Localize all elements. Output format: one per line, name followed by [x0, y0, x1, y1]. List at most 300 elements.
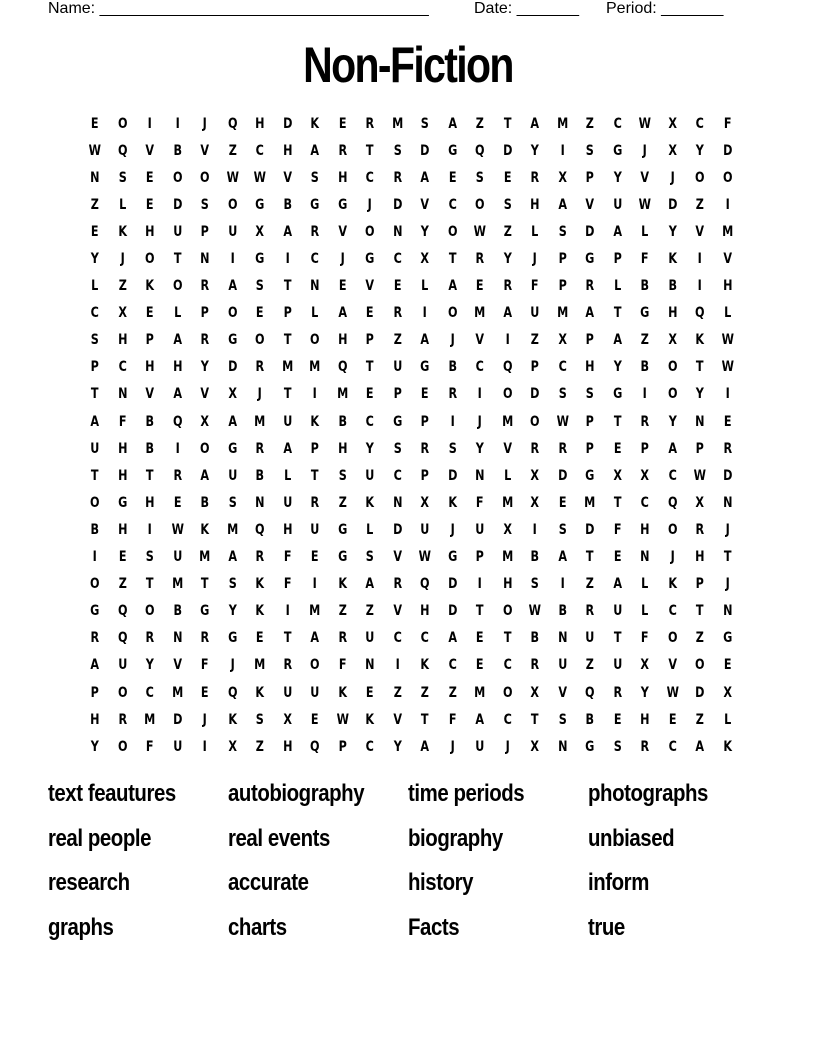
grid-letter[interactable]: F: [475, 494, 484, 511]
grid-letter[interactable]: E: [613, 549, 622, 566]
grid-letter[interactable]: Z: [393, 332, 402, 349]
grid-letter[interactable]: N: [392, 223, 402, 240]
grid-letter[interactable]: D: [227, 359, 237, 376]
grid-letter[interactable]: G: [227, 332, 237, 349]
grid-letter[interactable]: N: [117, 386, 127, 403]
grid-letter[interactable]: M: [171, 576, 183, 593]
grid-letter[interactable]: Y: [503, 251, 512, 268]
grid-letter[interactable]: Q: [254, 521, 265, 538]
grid-letter[interactable]: G: [310, 196, 320, 213]
grid-letter[interactable]: X: [695, 494, 705, 511]
grid-letter[interactable]: O: [667, 386, 678, 403]
grid-letter[interactable]: Y: [393, 738, 402, 755]
grid-letter[interactable]: Q: [117, 142, 128, 159]
grid-letter[interactable]: X: [667, 332, 677, 349]
grid-letter[interactable]: X: [667, 142, 677, 159]
grid-letter[interactable]: S: [585, 386, 594, 403]
grid-letter[interactable]: O: [117, 738, 128, 755]
grid-letter[interactable]: U: [282, 494, 292, 511]
grid-letter[interactable]: J: [202, 711, 207, 728]
grid-letter[interactable]: G: [337, 549, 347, 566]
grid-letter[interactable]: A: [502, 305, 512, 322]
grid-letter[interactable]: L: [118, 196, 126, 213]
grid-letter[interactable]: M: [199, 549, 211, 566]
grid-letter[interactable]: E: [475, 278, 484, 295]
grid-letter[interactable]: P: [695, 576, 704, 593]
grid-letter[interactable]: L: [366, 521, 374, 538]
grid-letter[interactable]: T: [503, 630, 512, 647]
grid-letter[interactable]: B: [282, 196, 292, 213]
grid-letter[interactable]: R: [475, 251, 485, 268]
grid-letter[interactable]: T: [613, 630, 622, 647]
grid-letter[interactable]: H: [117, 467, 127, 484]
grid-letter[interactable]: F: [145, 738, 154, 755]
grid-letter[interactable]: H: [337, 440, 347, 457]
grid-letter[interactable]: R: [530, 440, 540, 457]
grid-letter[interactable]: Y: [90, 738, 99, 755]
grid-letter[interactable]: A: [172, 332, 182, 349]
grid-letter[interactable]: S: [448, 440, 457, 457]
grid-letter[interactable]: S: [503, 196, 512, 213]
grid-letter[interactable]: F: [118, 413, 127, 430]
grid-letter[interactable]: N: [695, 413, 705, 430]
grid-letter[interactable]: G: [337, 521, 347, 538]
grid-letter[interactable]: H: [337, 332, 347, 349]
grid-letter[interactable]: O: [309, 332, 320, 349]
grid-letter[interactable]: G: [365, 251, 375, 268]
grid-letter[interactable]: M: [556, 305, 568, 322]
grid-letter[interactable]: Y: [90, 251, 99, 268]
grid-letter[interactable]: W: [253, 169, 266, 186]
grid-letter[interactable]: G: [585, 467, 595, 484]
grid-letter[interactable]: Z: [585, 657, 594, 674]
grid-letter[interactable]: B: [90, 521, 100, 538]
grid-letter[interactable]: W: [693, 467, 706, 484]
grid-letter[interactable]: V: [282, 169, 292, 186]
grid-letter[interactable]: A: [667, 440, 677, 457]
grid-letter[interactable]: K: [447, 494, 457, 511]
grid-letter[interactable]: C: [668, 603, 677, 620]
grid-letter[interactable]: Y: [228, 603, 237, 620]
grid-letter[interactable]: C: [90, 305, 99, 322]
grid-letter[interactable]: N: [365, 657, 375, 674]
grid-letter[interactable]: R: [310, 223, 320, 240]
grid-letter[interactable]: Y: [145, 657, 154, 674]
grid-letter[interactable]: U: [530, 305, 540, 322]
grid-letter[interactable]: C: [365, 169, 374, 186]
grid-letter[interactable]: G: [640, 305, 650, 322]
grid-letter[interactable]: Y: [695, 142, 704, 159]
grid-letter[interactable]: S: [145, 549, 154, 566]
grid-letter[interactable]: K: [722, 738, 732, 755]
grid-letter[interactable]: Z: [228, 142, 237, 159]
grid-letter[interactable]: N: [310, 278, 320, 295]
grid-letter[interactable]: W: [88, 142, 101, 159]
grid-letter[interactable]: V: [502, 440, 512, 457]
grid-letter[interactable]: Z: [90, 196, 99, 213]
grid-letter[interactable]: A: [612, 576, 622, 593]
grid-letter[interactable]: H: [117, 332, 127, 349]
grid-letter[interactable]: E: [310, 711, 319, 728]
grid-letter[interactable]: C: [145, 684, 154, 701]
grid-letter[interactable]: O: [474, 196, 485, 213]
grid-letter[interactable]: E: [365, 305, 374, 322]
grid-letter[interactable]: I: [395, 657, 400, 674]
grid-letter[interactable]: J: [532, 251, 537, 268]
grid-letter[interactable]: A: [90, 657, 100, 674]
grid-letter[interactable]: W: [556, 413, 569, 430]
grid-letter[interactable]: E: [255, 630, 264, 647]
grid-letter[interactable]: I: [175, 115, 180, 132]
grid-letter[interactable]: A: [310, 142, 320, 159]
grid-letter[interactable]: Y: [420, 223, 429, 240]
grid-letter[interactable]: X: [640, 467, 650, 484]
grid-letter[interactable]: D: [282, 115, 292, 132]
grid-letter[interactable]: P: [558, 278, 567, 295]
grid-letter[interactable]: D: [392, 196, 402, 213]
grid-letter[interactable]: A: [612, 223, 622, 240]
grid-letter[interactable]: Z: [695, 711, 704, 728]
grid-letter[interactable]: S: [200, 196, 209, 213]
grid-letter[interactable]: I: [697, 278, 702, 295]
grid-letter[interactable]: H: [722, 278, 732, 295]
grid-letter[interactable]: O: [694, 169, 705, 186]
grid-letter[interactable]: V: [695, 223, 705, 240]
grid-letter[interactable]: S: [310, 169, 319, 186]
grid-letter[interactable]: X: [557, 332, 567, 349]
grid-letter[interactable]: C: [640, 494, 649, 511]
grid-letter[interactable]: J: [202, 115, 207, 132]
grid-letter[interactable]: R: [145, 630, 155, 647]
grid-letter[interactable]: T: [365, 359, 374, 376]
grid-letter[interactable]: B: [337, 413, 347, 430]
grid-letter[interactable]: T: [283, 278, 292, 295]
grid-letter[interactable]: T: [145, 467, 154, 484]
grid-letter[interactable]: S: [585, 142, 594, 159]
grid-letter[interactable]: O: [667, 630, 678, 647]
grid-letter[interactable]: Q: [117, 630, 128, 647]
grid-letter[interactable]: R: [255, 549, 265, 566]
grid-letter[interactable]: Q: [227, 115, 238, 132]
grid-letter[interactable]: V: [337, 223, 347, 240]
grid-letter[interactable]: S: [228, 494, 237, 511]
grid-letter[interactable]: E: [310, 549, 319, 566]
grid-letter[interactable]: U: [365, 630, 375, 647]
grid-letter[interactable]: M: [556, 115, 568, 132]
grid-letter[interactable]: G: [90, 603, 100, 620]
grid-letter[interactable]: S: [255, 711, 264, 728]
grid-letter[interactable]: X: [557, 169, 567, 186]
grid-letter[interactable]: I: [532, 521, 537, 538]
grid-letter[interactable]: Y: [668, 223, 677, 240]
grid-letter[interactable]: I: [147, 115, 152, 132]
grid-letter[interactable]: R: [392, 169, 402, 186]
grid-letter[interactable]: E: [338, 278, 347, 295]
grid-letter[interactable]: K: [337, 684, 347, 701]
grid-letter[interactable]: E: [503, 169, 512, 186]
grid-letter[interactable]: R: [365, 115, 375, 132]
grid-letter[interactable]: T: [585, 549, 594, 566]
grid-letter[interactable]: O: [502, 684, 513, 701]
grid-letter[interactable]: P: [310, 440, 319, 457]
grid-letter[interactable]: D: [530, 386, 540, 403]
grid-letter[interactable]: E: [118, 549, 127, 566]
grid-letter[interactable]: R: [200, 332, 210, 349]
grid-letter[interactable]: Z: [338, 494, 347, 511]
grid-letter[interactable]: W: [638, 115, 651, 132]
grid-letter[interactable]: X: [420, 251, 430, 268]
grid-letter[interactable]: X: [200, 413, 210, 430]
grid-letter[interactable]: O: [89, 576, 100, 593]
grid-letter[interactable]: L: [173, 305, 181, 322]
grid-letter[interactable]: D: [420, 142, 430, 159]
grid-letter[interactable]: M: [254, 413, 266, 430]
grid-letter[interactable]: U: [172, 738, 182, 755]
grid-letter[interactable]: A: [530, 115, 540, 132]
grid-letter[interactable]: I: [230, 251, 235, 268]
grid-letter[interactable]: H: [337, 169, 347, 186]
grid-letter[interactable]: R: [200, 278, 210, 295]
grid-letter[interactable]: E: [448, 169, 457, 186]
grid-letter[interactable]: A: [200, 467, 210, 484]
grid-letter[interactable]: O: [502, 386, 513, 403]
grid-letter[interactable]: Q: [172, 413, 183, 430]
grid-letter[interactable]: T: [530, 711, 539, 728]
grid-letter[interactable]: I: [477, 386, 482, 403]
grid-letter[interactable]: R: [695, 521, 705, 538]
grid-letter[interactable]: I: [725, 386, 730, 403]
grid-letter[interactable]: C: [503, 657, 512, 674]
grid-letter[interactable]: W: [226, 169, 239, 186]
grid-letter[interactable]: T: [200, 576, 209, 593]
grid-letter[interactable]: K: [145, 278, 155, 295]
grid-letter[interactable]: U: [585, 630, 595, 647]
grid-letter[interactable]: I: [202, 738, 207, 755]
grid-letter[interactable]: L: [311, 305, 319, 322]
grid-letter[interactable]: D: [172, 196, 182, 213]
grid-letter[interactable]: P: [145, 332, 154, 349]
grid-letter[interactable]: O: [447, 305, 458, 322]
grid-letter[interactable]: C: [503, 711, 512, 728]
grid-letter[interactable]: P: [200, 223, 209, 240]
grid-letter[interactable]: V: [475, 332, 485, 349]
grid-letter[interactable]: R: [90, 630, 100, 647]
grid-letter[interactable]: C: [558, 359, 567, 376]
grid-letter[interactable]: H: [282, 738, 292, 755]
grid-letter[interactable]: T: [448, 251, 457, 268]
grid-letter[interactable]: M: [501, 494, 513, 511]
grid-letter[interactable]: X: [722, 684, 732, 701]
grid-letter[interactable]: O: [199, 169, 210, 186]
grid-letter[interactable]: C: [365, 413, 374, 430]
grid-letter[interactable]: N: [557, 738, 567, 755]
grid-letter[interactable]: L: [503, 467, 511, 484]
grid-letter[interactable]: Z: [420, 684, 429, 701]
grid-letter[interactable]: U: [420, 521, 430, 538]
grid-letter[interactable]: R: [722, 440, 732, 457]
grid-letter[interactable]: G: [227, 440, 237, 457]
grid-letter[interactable]: Z: [338, 603, 347, 620]
grid-letter[interactable]: W: [528, 603, 541, 620]
grid-letter[interactable]: A: [310, 630, 320, 647]
grid-letter[interactable]: S: [393, 142, 402, 159]
grid-letter[interactable]: J: [367, 196, 372, 213]
grid-letter[interactable]: V: [172, 657, 182, 674]
grid-letter[interactable]: P: [90, 684, 99, 701]
grid-letter[interactable]: A: [557, 549, 567, 566]
grid-letter[interactable]: R: [530, 657, 540, 674]
grid-letter[interactable]: V: [640, 169, 650, 186]
grid-letter[interactable]: O: [227, 196, 238, 213]
grid-letter[interactable]: K: [255, 576, 265, 593]
grid-letter[interactable]: Y: [695, 386, 704, 403]
grid-letter[interactable]: F: [613, 521, 622, 538]
grid-letter[interactable]: W: [336, 711, 349, 728]
grid-letter[interactable]: R: [585, 278, 595, 295]
grid-letter[interactable]: S: [558, 386, 567, 403]
grid-letter[interactable]: B: [530, 549, 540, 566]
grid-letter[interactable]: L: [641, 576, 649, 593]
grid-letter[interactable]: D: [447, 467, 457, 484]
grid-letter[interactable]: R: [337, 142, 347, 159]
grid-letter[interactable]: A: [227, 413, 237, 430]
grid-letter[interactable]: A: [447, 278, 457, 295]
grid-letter[interactable]: G: [585, 738, 595, 755]
grid-letter[interactable]: U: [282, 684, 292, 701]
grid-letter[interactable]: T: [503, 115, 512, 132]
grid-letter[interactable]: I: [285, 251, 290, 268]
grid-letter[interactable]: H: [90, 711, 100, 728]
grid-letter[interactable]: R: [392, 576, 402, 593]
grid-letter[interactable]: B: [640, 359, 650, 376]
grid-letter[interactable]: W: [638, 196, 651, 213]
grid-letter[interactable]: B: [557, 603, 567, 620]
grid-letter[interactable]: M: [501, 413, 513, 430]
grid-letter[interactable]: X: [117, 305, 127, 322]
grid-letter[interactable]: P: [640, 440, 649, 457]
grid-letter[interactable]: P: [283, 305, 292, 322]
grid-letter[interactable]: S: [118, 169, 127, 186]
grid-letter[interactable]: L: [723, 305, 731, 322]
grid-letter[interactable]: H: [145, 494, 155, 511]
grid-letter[interactable]: T: [283, 386, 292, 403]
grid-letter[interactable]: U: [475, 738, 485, 755]
grid-letter[interactable]: K: [310, 115, 320, 132]
grid-letter[interactable]: E: [145, 305, 154, 322]
grid-letter[interactable]: X: [530, 494, 540, 511]
grid-letter[interactable]: S: [228, 576, 237, 593]
grid-letter[interactable]: K: [420, 657, 430, 674]
grid-letter[interactable]: R: [172, 467, 182, 484]
grid-letter[interactable]: R: [557, 440, 567, 457]
grid-letter[interactable]: A: [420, 332, 430, 349]
grid-letter[interactable]: X: [227, 738, 237, 755]
grid-letter[interactable]: H: [585, 359, 595, 376]
grid-letter[interactable]: O: [227, 305, 238, 322]
grid-letter[interactable]: Y: [640, 684, 649, 701]
grid-letter[interactable]: A: [612, 332, 622, 349]
grid-letter[interactable]: J: [505, 738, 510, 755]
grid-letter[interactable]: C: [365, 738, 374, 755]
grid-letter[interactable]: O: [309, 657, 320, 674]
grid-letter[interactable]: R: [255, 440, 265, 457]
grid-letter[interactable]: I: [285, 603, 290, 620]
grid-letter[interactable]: E: [365, 684, 374, 701]
grid-letter[interactable]: B: [145, 440, 155, 457]
grid-letter[interactable]: J: [257, 386, 262, 403]
grid-letter[interactable]: A: [420, 738, 430, 755]
grid-letter[interactable]: I: [697, 251, 702, 268]
grid-letter[interactable]: P: [558, 251, 567, 268]
grid-letter[interactable]: C: [118, 359, 127, 376]
grid-letter[interactable]: H: [282, 142, 292, 159]
grid-letter[interactable]: Y: [475, 440, 484, 457]
grid-letter[interactable]: U: [612, 196, 622, 213]
grid-letter[interactable]: F: [723, 115, 732, 132]
grid-letter[interactable]: Q: [584, 684, 595, 701]
grid-letter[interactable]: E: [393, 278, 402, 295]
grid-letter[interactable]: I: [92, 549, 97, 566]
grid-letter[interactable]: U: [475, 521, 485, 538]
grid-letter[interactable]: D: [722, 467, 732, 484]
grid-letter[interactable]: D: [172, 711, 182, 728]
grid-letter[interactable]: E: [475, 630, 484, 647]
grid-letter[interactable]: Q: [474, 142, 485, 159]
grid-letter[interactable]: W: [721, 359, 734, 376]
grid-letter[interactable]: T: [613, 305, 622, 322]
grid-letter[interactable]: O: [447, 223, 458, 240]
grid-letter[interactable]: G: [585, 251, 595, 268]
grid-letter[interactable]: Z: [530, 332, 539, 349]
grid-letter[interactable]: Z: [695, 196, 704, 213]
grid-letter[interactable]: V: [365, 278, 375, 295]
grid-letter[interactable]: N: [392, 494, 402, 511]
grid-letter[interactable]: S: [558, 711, 567, 728]
grid-letter[interactable]: P: [585, 169, 594, 186]
grid-letter[interactable]: P: [90, 359, 99, 376]
grid-letter[interactable]: C: [668, 738, 677, 755]
grid-letter[interactable]: I: [725, 196, 730, 213]
grid-letter[interactable]: M: [474, 684, 486, 701]
grid-letter[interactable]: C: [393, 467, 402, 484]
grid-letter[interactable]: K: [695, 332, 705, 349]
grid-letter[interactable]: Y: [365, 440, 374, 457]
grid-letter[interactable]: T: [695, 603, 704, 620]
grid-letter[interactable]: D: [585, 521, 595, 538]
grid-letter[interactable]: W: [721, 332, 734, 349]
grid-letter[interactable]: N: [475, 467, 485, 484]
grid-letter[interactable]: P: [393, 386, 402, 403]
grid-letter[interactable]: Y: [668, 413, 677, 430]
grid-letter[interactable]: G: [255, 251, 265, 268]
grid-letter[interactable]: G: [200, 603, 210, 620]
grid-letter[interactable]: P: [585, 440, 594, 457]
grid-letter[interactable]: S: [420, 115, 429, 132]
grid-letter[interactable]: X: [255, 223, 265, 240]
grid-letter[interactable]: C: [420, 630, 429, 647]
grid-letter[interactable]: D: [447, 603, 457, 620]
grid-letter[interactable]: E: [420, 386, 429, 403]
grid-letter[interactable]: B: [667, 278, 677, 295]
grid-letter[interactable]: Q: [419, 576, 430, 593]
grid-letter[interactable]: E: [558, 494, 567, 511]
grid-letter[interactable]: X: [502, 521, 512, 538]
grid-letter[interactable]: T: [475, 603, 484, 620]
grid-letter[interactable]: F: [448, 711, 457, 728]
grid-letter[interactable]: B: [145, 413, 155, 430]
grid-letter[interactable]: N: [90, 169, 100, 186]
grid-letter[interactable]: X: [612, 467, 622, 484]
